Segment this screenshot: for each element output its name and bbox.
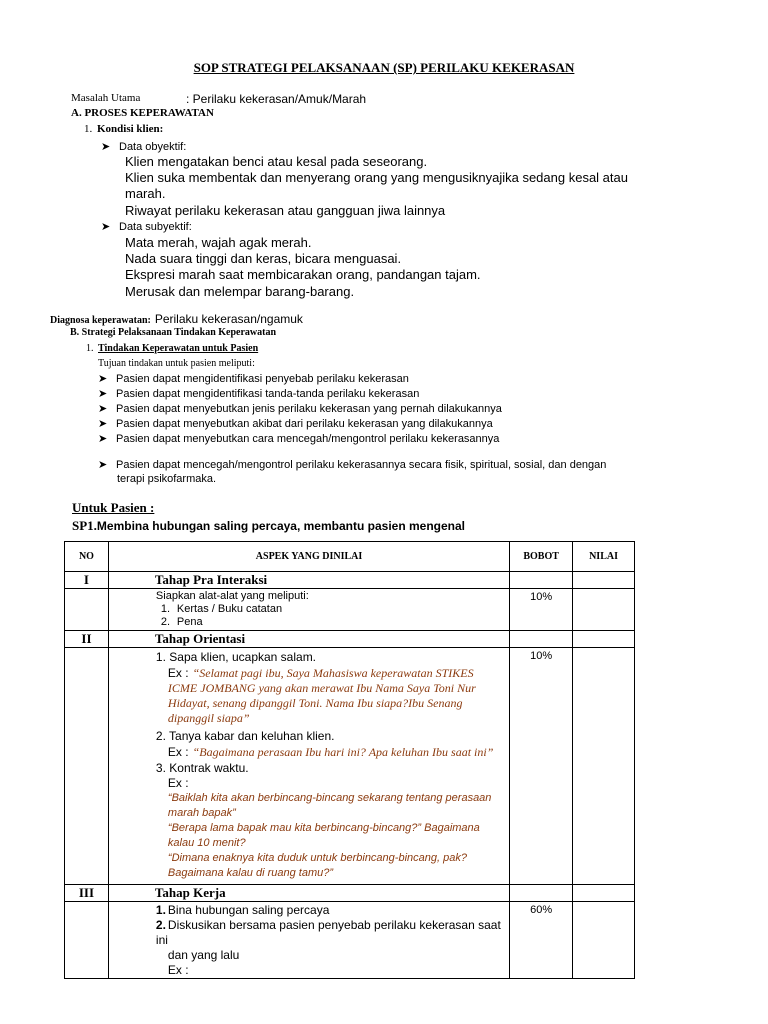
section-row <box>65 631 635 648</box>
subyektif-line: Merusak dan melempar barang-barang. <box>125 284 355 299</box>
arrow-icon: ➤ <box>98 388 108 400</box>
arrow-icon: ➤ <box>101 221 111 233</box>
assessment-table <box>64 541 635 979</box>
header-nilai: NILAI <box>573 542 635 572</box>
section-title: Tahap Kerja <box>108 885 509 902</box>
header-no: NO <box>65 542 109 572</box>
table-row <box>65 902 635 979</box>
bobot-value: 10% <box>510 589 573 631</box>
kondisi-number: 1. <box>84 123 93 135</box>
diagnosa-value: Perilaku kekerasan/ngamuk <box>154 312 303 326</box>
arrow-icon: ➤ <box>98 373 108 385</box>
section-number: III <box>65 885 109 902</box>
obyektif-line: Klien mengatakan benci atau kesal pada seseorang. <box>125 154 428 169</box>
sp1-heading <box>72 517 465 535</box>
tindakan-label: Tindakan Keperawatan untuk Pasien <box>98 343 259 354</box>
obyektif-line: Riwayat perilaku kekerasan atau gangguan jiwa lainnya <box>125 203 446 218</box>
document-title: SOP STRATEGI PELAKSANAAN (SP) PERILAKU KEKERASAN <box>193 60 575 75</box>
goal-item: ➤ Pasien dapat mengidentifikasi tanda-tanda perilaku kekerasan <box>98 388 420 400</box>
orientasi-content: 1. Sapa klien, ucapkan salam. Ex : “Selamat pagi ibu, Saya Mahasiswa keperawatan STIKES ICME JOMBANG yang akan merawat Ibu Nama Saya Toni Nur Hidayat, senang dipanggil Toni. Nama Ibu siapa?Ibu Senang dipanggil siapa” 2. Tanya kabar dan keluhan klien. Ex : “Bagaimana perasaan Ibu hari ini? Apa keluhan Ibu saat ini” 3. Kontrak waktu. Ex : “Baiklah kita akan berbincang-bincang sekarang tentang perasaan marah bapak” “Berapa lama bapak mau kita berbincang-bincang?” Bagaimana kalau 10 menit? “Dimana enaknya kita duduk untuk berbincang-bincang, pak? Bagaimana kalau di ruang tamu?” <box>108 648 509 885</box>
arrow-icon: ➤ <box>98 403 108 415</box>
section-number: I <box>65 572 109 589</box>
data-obyektif-label: Data obyektif: <box>119 141 187 153</box>
data-subyektif-label: Data subyektif: <box>119 221 192 233</box>
data-subyektif-bullet <box>101 220 192 233</box>
section-row <box>65 572 635 589</box>
table-row <box>65 589 635 631</box>
data-obyektif-bullet <box>101 140 186 153</box>
masalah-label: Masalah Utama <box>71 92 141 104</box>
goal-item-last-continued: terapi psikofarmaka. <box>117 473 217 485</box>
section-row <box>65 885 635 902</box>
header-bobot: BOBOT <box>510 542 573 572</box>
kerja-content: 1. Bina hubungan saling percaya 2. Diskusikan bersama pasien penyebab perilaku kekerasan saat ini dan yang lalu Ex : <box>108 902 509 979</box>
goal-item-last: ➤ Pasien dapat mencegah/mengontrol perilaku kekerasannya secara fisik, spiritual, sosial, dan dengan <box>98 459 607 471</box>
obyektif-line: Klien suka membentak dan menyerang orang yang mengusiknyajika sedang kesal atau <box>125 170 628 185</box>
subyektif-line: Ekspresi marah saat membicarakan orang, pandangan tajam. <box>125 267 481 282</box>
kondisi-label: Kondisi klien: <box>97 123 164 135</box>
section-title: Tahap Orientasi <box>108 631 509 648</box>
arrow-icon: ➤ <box>98 433 108 445</box>
goal-item: ➤ Pasien dapat menyebutkan cara mencegah/mengontrol perilaku kekerasannya <box>98 433 500 445</box>
masalah-value: : Perilaku kekerasan/Amuk/Marah <box>186 92 367 106</box>
obyektif-line: marah. <box>125 186 166 201</box>
pra-interaksi-content: Siapkan alat-alat yang meliputi: 1. Kertas / Buku catatan 2. Pena <box>108 589 509 631</box>
tindakan-number: 1. <box>86 343 94 354</box>
untuk-pasien-heading: Untuk Pasien : <box>72 500 155 515</box>
arrow-icon: ➤ <box>98 459 108 471</box>
goal-item: ➤ Pasien dapat mengidentifikasi penyebab perilaku kekerasan <box>98 373 409 385</box>
table-header-row <box>65 542 635 572</box>
bobot-value: 60% <box>510 902 573 979</box>
subyektif-line: Mata merah, wajah agak merah. <box>125 235 312 250</box>
header-aspek: ASPEK YANG DINILAI <box>108 542 509 572</box>
diagnosa-label: Diagnosa keperawatan: <box>50 315 151 326</box>
diagnosa-line <box>50 310 303 328</box>
goal-item: ➤ Pasien dapat menyebutkan akibat dari perilaku kekerasan yang dilakukannya <box>98 418 493 430</box>
bobot-value: 10% <box>510 648 573 885</box>
subyektif-line: Nada suara tinggi dan keras, bicara menguasai. <box>125 251 402 266</box>
arrow-icon: ➤ <box>101 141 111 153</box>
tujuan-intro: Tujuan tindakan untuk pasien meliputi: <box>98 358 255 369</box>
arrow-icon: ➤ <box>98 418 108 430</box>
sp1-prefix: SP1. <box>72 518 97 533</box>
section-title: Tahap Pra Interaksi <box>108 572 509 589</box>
section-number: II <box>65 631 109 648</box>
sp1-text: Membina hubungan saling percaya, membantu pasien mengenal <box>96 519 466 533</box>
goal-item: ➤ Pasien dapat menyebutkan jenis perilaku kekerasan yang pernah dilakukannya <box>98 403 502 415</box>
section-a-heading: A. PROSES KEPERAWATAN <box>71 107 214 119</box>
section-b-heading: B. Strategi Pelaksanaan Tindakan Keperawatan <box>70 327 277 338</box>
table-row <box>65 648 635 885</box>
